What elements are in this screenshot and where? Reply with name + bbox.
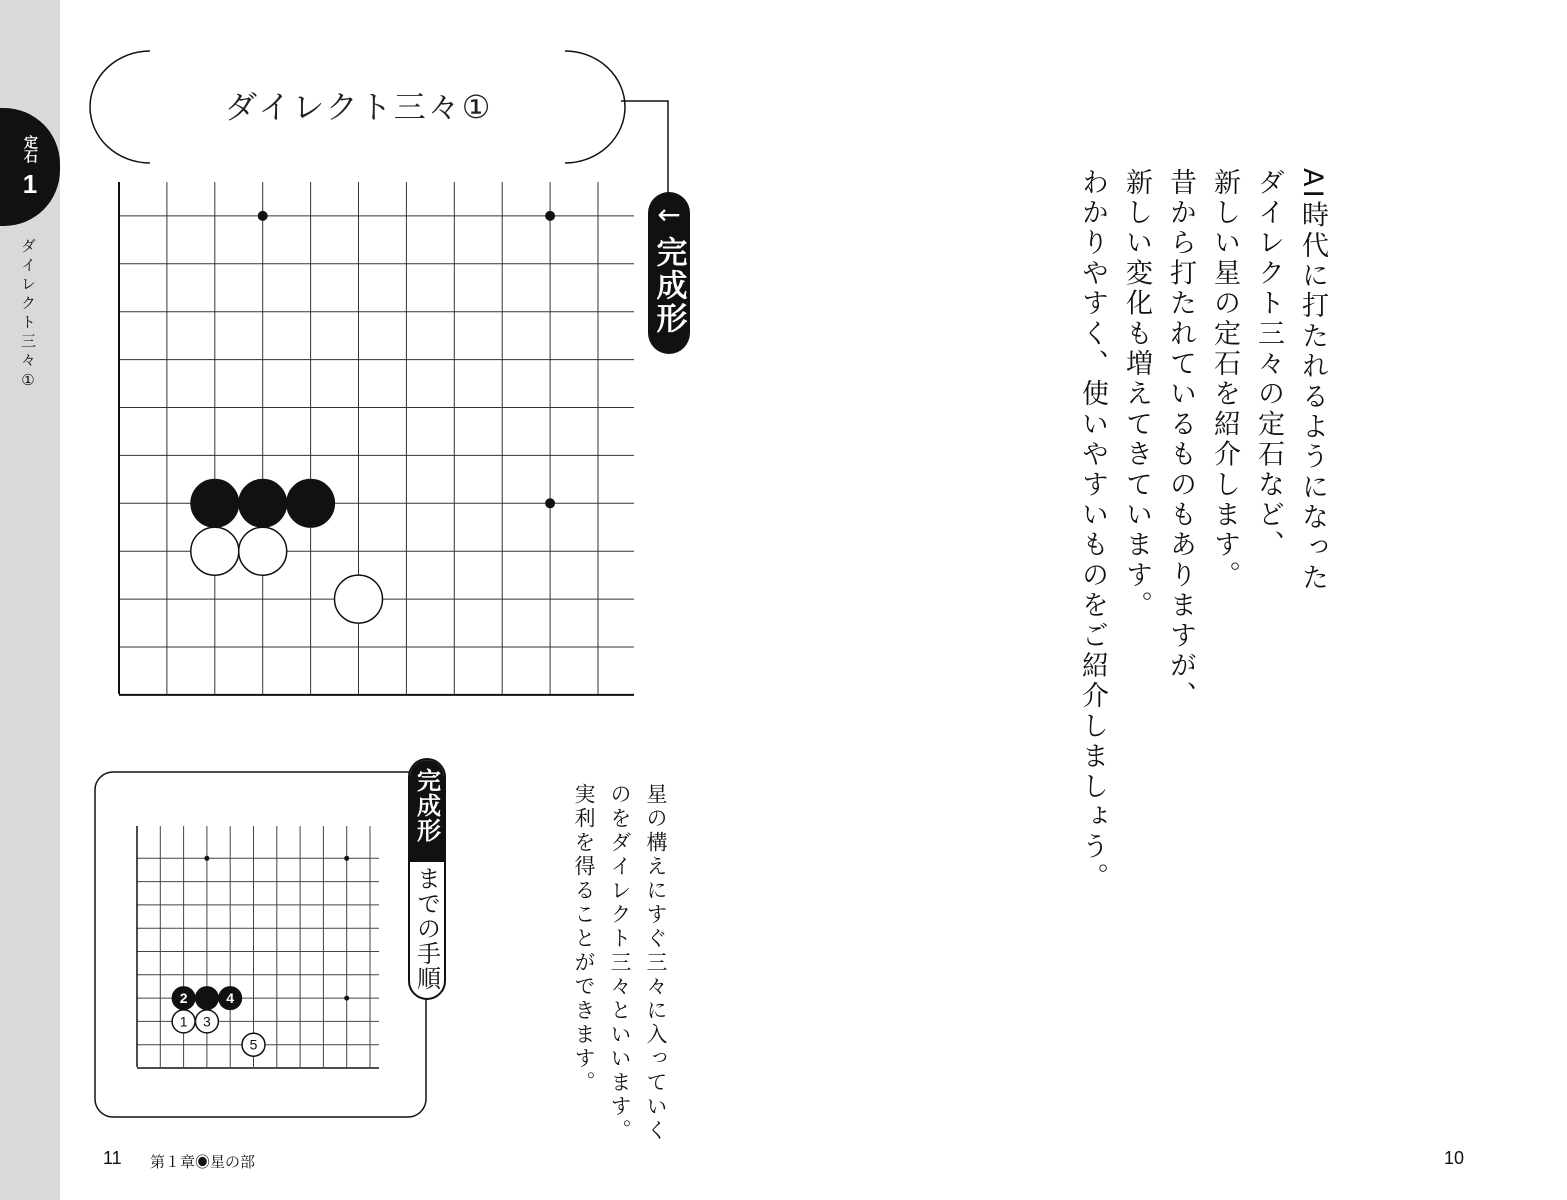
sub-line-1: 星の構えにすぐ三々に入っていく <box>644 783 668 1143</box>
intro-line-6: わかりやすく、使いやすいものをご紹介しましょう。 <box>1077 168 1108 893</box>
diagram-heading: ダイレクト三々① <box>225 88 493 126</box>
hoshi-point <box>344 856 349 861</box>
move-number: 5 <box>249 1036 258 1053</box>
sub-line-2: のをダイレクト三々といいます。 <box>608 783 632 1143</box>
result-label-text: 完成形 <box>650 236 687 335</box>
chapter-footer: 第１章◉星の部 <box>150 1154 256 1171</box>
hoshi-point <box>344 996 349 1001</box>
black-stone <box>195 987 218 1010</box>
move-number: 3 <box>203 1013 211 1030</box>
intro-line-5: 新しい変化も増えてきています。 <box>1121 168 1152 621</box>
left-arrow-icon: ← <box>657 198 681 231</box>
move-number: 4 <box>226 990 235 1007</box>
page-number-left: 11 <box>103 1148 122 1168</box>
hoshi-point <box>204 856 209 861</box>
move-number: 2 <box>179 990 188 1007</box>
sequence-label-light: までの手順 <box>412 866 441 991</box>
intro-line-1: AI時代に打たれるようになった <box>1297 168 1328 594</box>
intro-line-3: 新しい星の定石を紹介します。 <box>1209 168 1240 591</box>
page-number-right: 10 <box>1444 1148 1465 1168</box>
chapter-tab-number: 1 <box>22 168 38 199</box>
move-number: 1 <box>179 1013 188 1030</box>
sub-line-3: 実利を得ることができます。 <box>572 783 596 1095</box>
sequence-label-dark: 完成形 <box>412 768 441 843</box>
sequence-label <box>408 758 446 1000</box>
chapter-tab-label: 定石 <box>22 134 38 163</box>
intro-line-4: 昔から打たれているものもありますが、 <box>1165 168 1196 712</box>
sidebar-title: ダイレクト三々① <box>19 238 37 393</box>
intro-line-2: ダイレクト三々の定石など、 <box>1253 168 1284 561</box>
